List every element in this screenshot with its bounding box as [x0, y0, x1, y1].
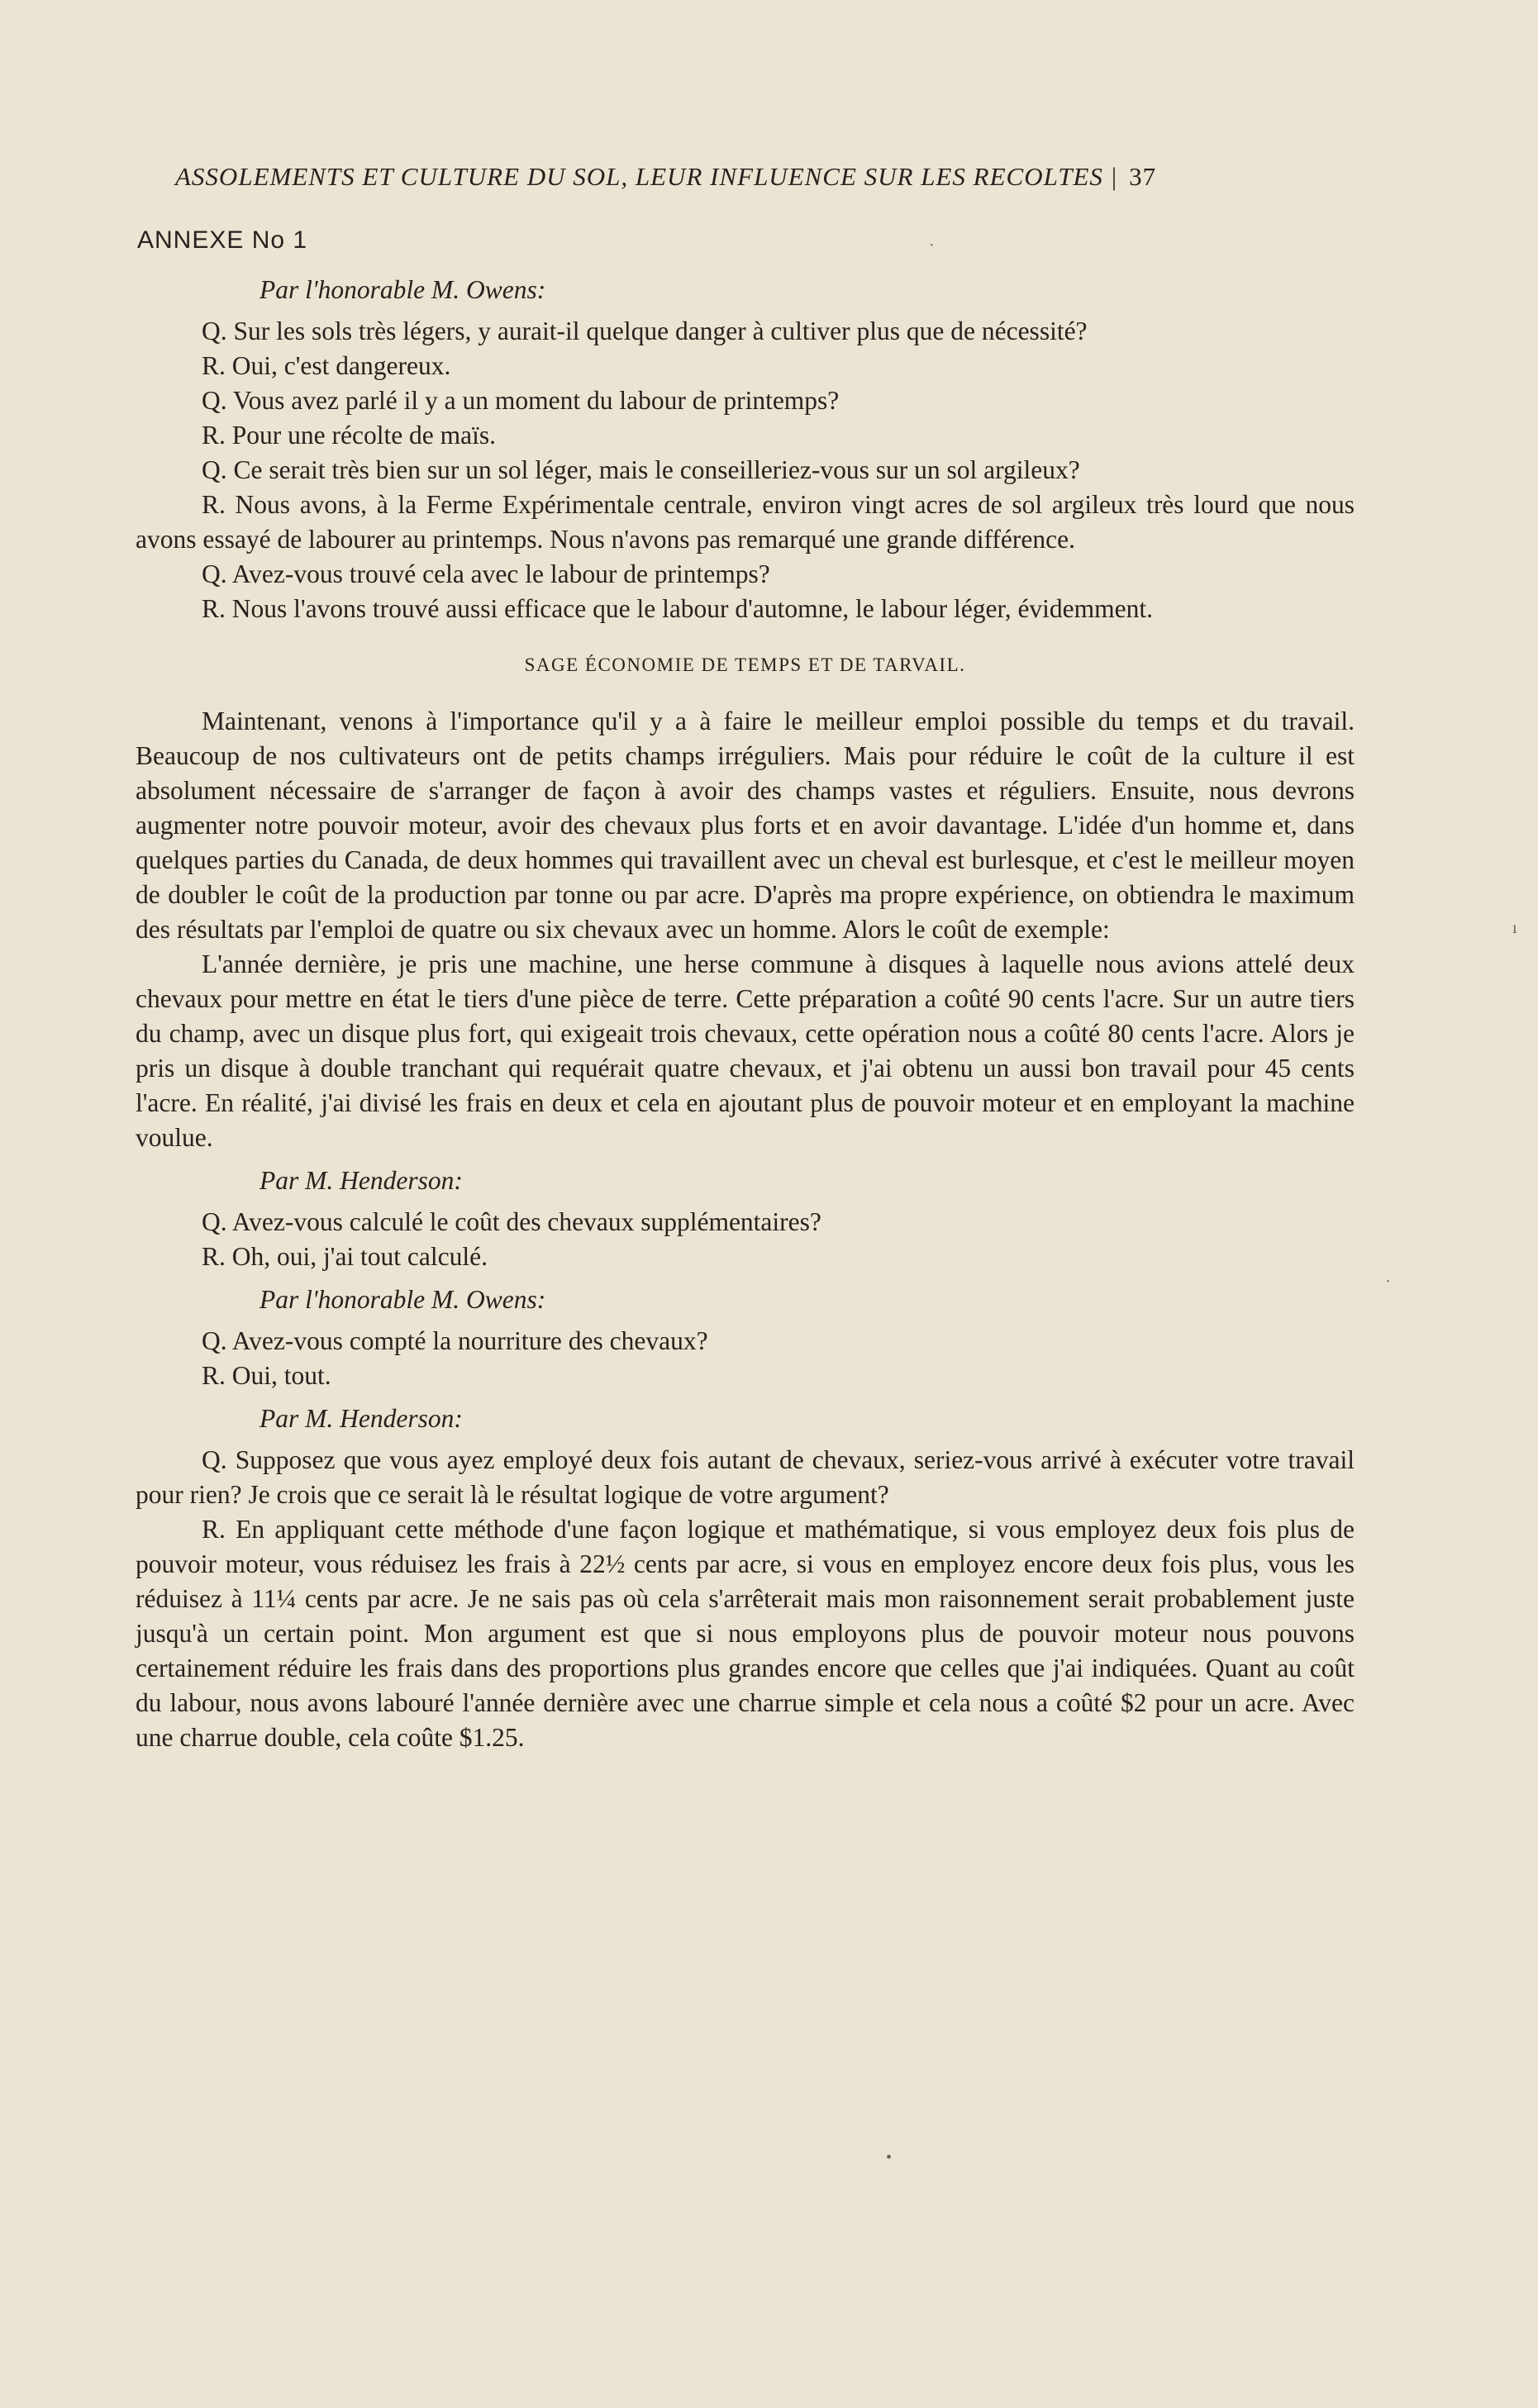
speck-mark: ı [1512, 919, 1517, 937]
running-title: ASSOLEMENTS ET CULTURE DU SOL, LEUR INFLUENCE SUR LES RECOLTES [175, 162, 1103, 191]
speck-mark: • [886, 2149, 893, 2167]
question: Q. Avez-vous trouvé cela avec le labour de printemps? [202, 559, 770, 588]
answer: R. Nous l'avons trouvé aussi efficace que le labour d'automne, le labour léger, évidemment. [202, 594, 1154, 623]
question: Q. Avez-vous compté la nourriture des chevaux? [202, 1326, 708, 1355]
question: Q. Ce serait très bien sur un sol léger, mais le conseilleriez-vous sur un sol argileux? [202, 455, 1080, 484]
page-number: 37 [1129, 162, 1157, 191]
answer: R. Nous avons, à la Ferme Expérimentale centrale, environ vingt acres de sol argileux très lourd que nous avons essayé de labourer au printemps. Nous n'avons pas remarqué une grande différence. [136, 490, 1355, 554]
speaker-heading: Par l'honorable M. Owens: [260, 275, 546, 304]
question: Q. Sur les sols très légers, y aurait-il quelque danger à cultiver plus que de nécessité? [202, 316, 1088, 345]
section-title: SAGE ÉCONOMIE DE TEMPS ET DE TARVAIL. [524, 654, 966, 675]
speaker-heading: Par M. Henderson: [260, 1166, 463, 1195]
answer: R. Oui, tout. [202, 1361, 331, 1390]
header-separator: | [1111, 162, 1118, 191]
annex-label: ANNEXE No 1 [137, 226, 308, 254]
question: Q. Supposez que vous ayez employé deux fois autant de chevaux, seriez-vous arrivé à exécuter votre travail pour rien? Je crois que ce serait là le résultat logique de votre argument? [136, 1445, 1355, 1509]
question: Q. Vous avez parlé il y a un moment du labour de printemps? [202, 386, 840, 415]
speck-mark: · [1385, 1273, 1391, 1291]
running-head [175, 162, 1365, 192]
speaker-heading: Par l'honorable M. Owens: [260, 1285, 546, 1314]
answer: R. Pour une récolte de maïs. [202, 421, 497, 450]
answer: R. Oh, oui, j'ai tout calculé. [202, 1242, 488, 1271]
speck-mark: · [929, 236, 935, 255]
paragraph: L'année dernière, je pris une machine, une herse commune à disques à laquelle nous avions attelé deux chevaux pour mettre en état le tiers d'une pièce de terre. Cette préparation a coûté 90 cents l'acre. Sur un autre tiers du champ, avec un disque plus fort, qui exigeait trois chevaux, cette opération nous a coûté 80 cents l'acre. Alors je pris un disque à double tranchant qui requérait quatre chevaux, et j'ai obtenu un aussi bon travail pour 45 cents l'acre. En réalité, j'ai divisé les frais en deux et cela en ajoutant plus de pouvoir moteur et en employant la machine voulue. [136, 949, 1355, 1152]
answer: R. Oui, c'est dangereux. [202, 351, 451, 380]
speaker-heading: Par M. Henderson: [260, 1404, 463, 1433]
document-body [136, 273, 1355, 1755]
paragraph: Maintenant, venons à l'importance qu'il y a à faire le meilleur emploi possible du temps et du travail. Beaucoup de nos cultivateurs ont de petits champs irréguliers. Mais pour réduire le coût de la culture il est absolument nécessaire de s'arranger de façon à avoir des champs vastes et réguliers. Ensuite, nous devrons augmenter notre pouvoir moteur, avoir des chevaux plus forts et en avoir davantage. L'idée d'un homme et, dans quelques parties du Canada, de deux hommes qui travaillent avec un cheval est burlesque, et c'est le meilleur moyen de doubler le coût de la production par tonne ou par acre. D'après ma propre expérience, on obtiendra le maximum des résultats par l'emploi de quatre ou six chevaux avec un homme. Alors le coût de exemple: [136, 707, 1355, 944]
question: Q. Avez-vous calculé le coût des chevaux supplémentaires? [202, 1207, 821, 1236]
answer: R. En appliquant cette méthode d'une façon logique et mathématique, si vous employez deux fois plus de pouvoir moteur, vous réduisez les frais à 22½ cents par acre, si vous en employez encore deux fois plus, vous les réduisez à 11¼ cents par acre. Je ne sais pas où cela s'arrêterait mais mon raisonnement serait probablement juste jusqu'à un certain point. Mon argument est que si nous employons plus de pouvoir moteur nous pouvons certainement réduire les frais dans des proportions plus grandes encore que celles que j'ai indiquées. Quant au coût du labour, nous avons labouré l'année dernière avec une charrue simple et cela nous a coûté $2 pour un acre. Avec une charrue double, cela coûte $1.25. [136, 1515, 1355, 1752]
